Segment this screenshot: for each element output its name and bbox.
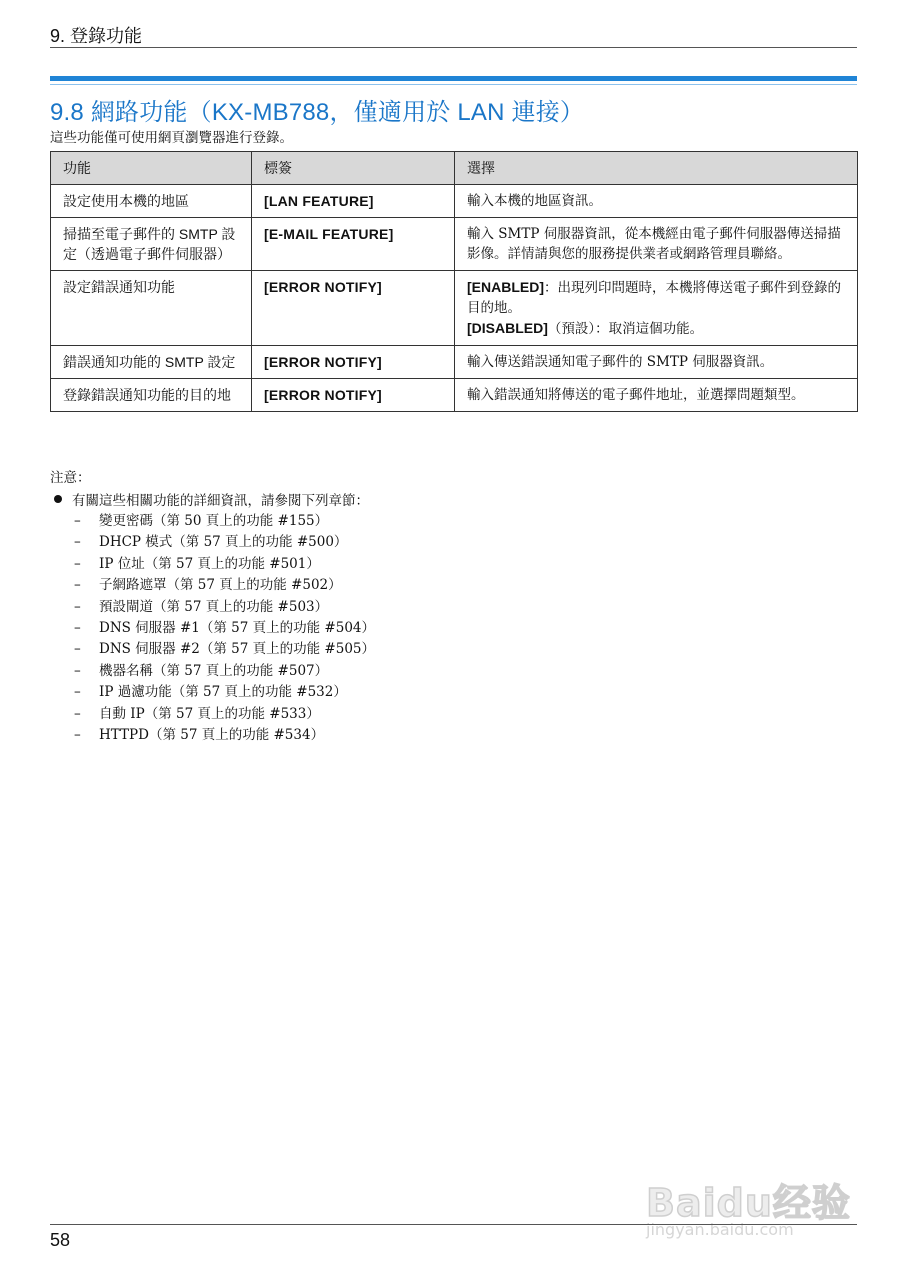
list-item <box>74 575 850 596</box>
column-header-label: 標簽 <box>252 152 455 185</box>
notes-section <box>50 466 850 746</box>
list-item <box>74 725 850 746</box>
baidu-watermark <box>646 1150 866 1250</box>
chapter-header: 9. 登錄功能 <box>50 26 143 46</box>
notes-bullet-text: 有關這些相關功能的詳細資訊，請參閱下列章節： <box>72 493 369 509</box>
list-item <box>74 554 850 575</box>
dash-icon: – <box>74 513 81 529</box>
watermark-brand: Baidu经验 <box>646 1181 851 1225</box>
list-item-text: IP 位址（第 57 頁上的功能 #501） <box>99 555 320 572</box>
cell-function: 掃描至電子郵件的 SMTP 設定（透過電子郵件伺服器） <box>51 218 252 271</box>
column-header-function: 功能 <box>51 152 252 185</box>
dash-icon: – <box>74 534 81 551</box>
column-header-selection: 選擇 <box>455 152 858 185</box>
list-item <box>74 618 850 639</box>
cell-selection: 輸入錯誤通知將傳送的電子郵件地址，並選擇問題類型。 <box>455 379 858 412</box>
dash-icon: – <box>74 684 81 701</box>
list-item-text: HTTPD（第 57 頁上的功能 #534） <box>99 726 325 743</box>
list-item <box>74 511 850 532</box>
option-description: ：出現列印問題時，本機將傳送電子郵件到登錄的目的地。 <box>467 280 841 316</box>
cell-function: 設定錯誤通知功能 <box>51 271 252 346</box>
table-row <box>51 185 858 218</box>
section-accent-bar <box>50 76 857 81</box>
bullet-icon <box>54 495 62 503</box>
option-description: （預設）：取消這個功能。 <box>547 321 704 337</box>
notes-heading: 注意： <box>50 470 91 486</box>
dash-icon: – <box>74 577 81 594</box>
cell-label: [ERROR NOTIFY] <box>252 346 455 379</box>
table-row <box>51 379 858 412</box>
list-item-text: DHCP 模式（第 57 頁上的功能 #500） <box>99 534 348 551</box>
table-row <box>51 218 858 271</box>
list-item-text: 機器名稱（第 57 頁上的功能 #507） <box>99 662 329 679</box>
header-divider <box>50 47 857 48</box>
dash-icon: – <box>74 662 81 679</box>
reference-list <box>50 511 850 746</box>
option-keyword: [ENABLED] <box>467 279 544 295</box>
section-title: 9.8 網路功能（KX-MB788，僅適用於 LAN 連接） <box>50 99 585 126</box>
cell-function: 設定使用本機的地區 <box>51 185 252 218</box>
list-item-text: 自動 IP（第 57 頁上的功能 #533） <box>99 705 320 722</box>
watermark-url: jingyan.baidu.com <box>646 1220 794 1239</box>
cell-selection <box>455 271 858 346</box>
list-item-text: DNS 伺服器 #2（第 57 頁上的功能 #505） <box>99 641 375 658</box>
list-item-text: IP 過濾功能（第 57 頁上的功能 #532） <box>99 684 347 701</box>
table-row <box>51 346 858 379</box>
section-intro: 這些功能僅可使用網頁瀏覽器進行登錄。 <box>50 130 293 146</box>
list-item <box>74 597 850 618</box>
dash-icon: – <box>74 705 81 722</box>
table-header-row <box>51 152 858 185</box>
option-disabled <box>467 318 847 339</box>
cell-label: [ERROR NOTIFY] <box>252 271 455 346</box>
cell-selection: 輸入本機的地區資訊。 <box>455 185 858 218</box>
list-item-text: 預設閘道（第 57 頁上的功能 #503） <box>99 598 329 615</box>
page-number: 58 <box>50 1230 71 1250</box>
cell-selection: 輸入 SMTP 伺服器資訊，從本機經由電子郵件伺服器傳送掃描影像。詳情請與您的服務提供業者或網路管理員聯絡。 <box>455 218 858 271</box>
list-item <box>74 704 850 725</box>
dash-icon: – <box>74 555 81 572</box>
cell-label: [E-MAIL FEATURE] <box>252 218 455 271</box>
list-item <box>74 661 850 682</box>
option-keyword: [DISABLED] <box>467 320 548 336</box>
list-item-text: 子網路遮罩（第 57 頁上的功能 #502） <box>99 577 342 594</box>
list-item <box>74 639 850 660</box>
dash-icon: – <box>74 726 81 743</box>
footer-divider <box>50 1224 857 1225</box>
notes-bullet <box>54 489 850 509</box>
dash-icon: – <box>74 619 81 636</box>
feature-table <box>50 151 858 412</box>
list-item-text: 變更密碼（第 50 頁上的功能 #155） <box>99 513 329 529</box>
table-row <box>51 271 858 346</box>
cell-function: 登錄錯誤通知功能的目的地 <box>51 379 252 412</box>
list-item <box>74 532 850 553</box>
section-accent-line <box>50 84 857 85</box>
option-enabled <box>467 277 847 318</box>
cell-label: [ERROR NOTIFY] <box>252 379 455 412</box>
cell-selection: 輸入傳送錯誤通知電子郵件的 SMTP 伺服器資訊。 <box>455 346 858 379</box>
dash-icon: – <box>74 641 81 658</box>
list-item-text: DNS 伺服器 #1（第 57 頁上的功能 #504） <box>99 619 375 636</box>
cell-function: 錯誤通知功能的 SMTP 設定 <box>51 346 252 379</box>
list-item <box>74 682 850 703</box>
cell-label: [LAN FEATURE] <box>252 185 455 218</box>
dash-icon: – <box>74 598 81 615</box>
